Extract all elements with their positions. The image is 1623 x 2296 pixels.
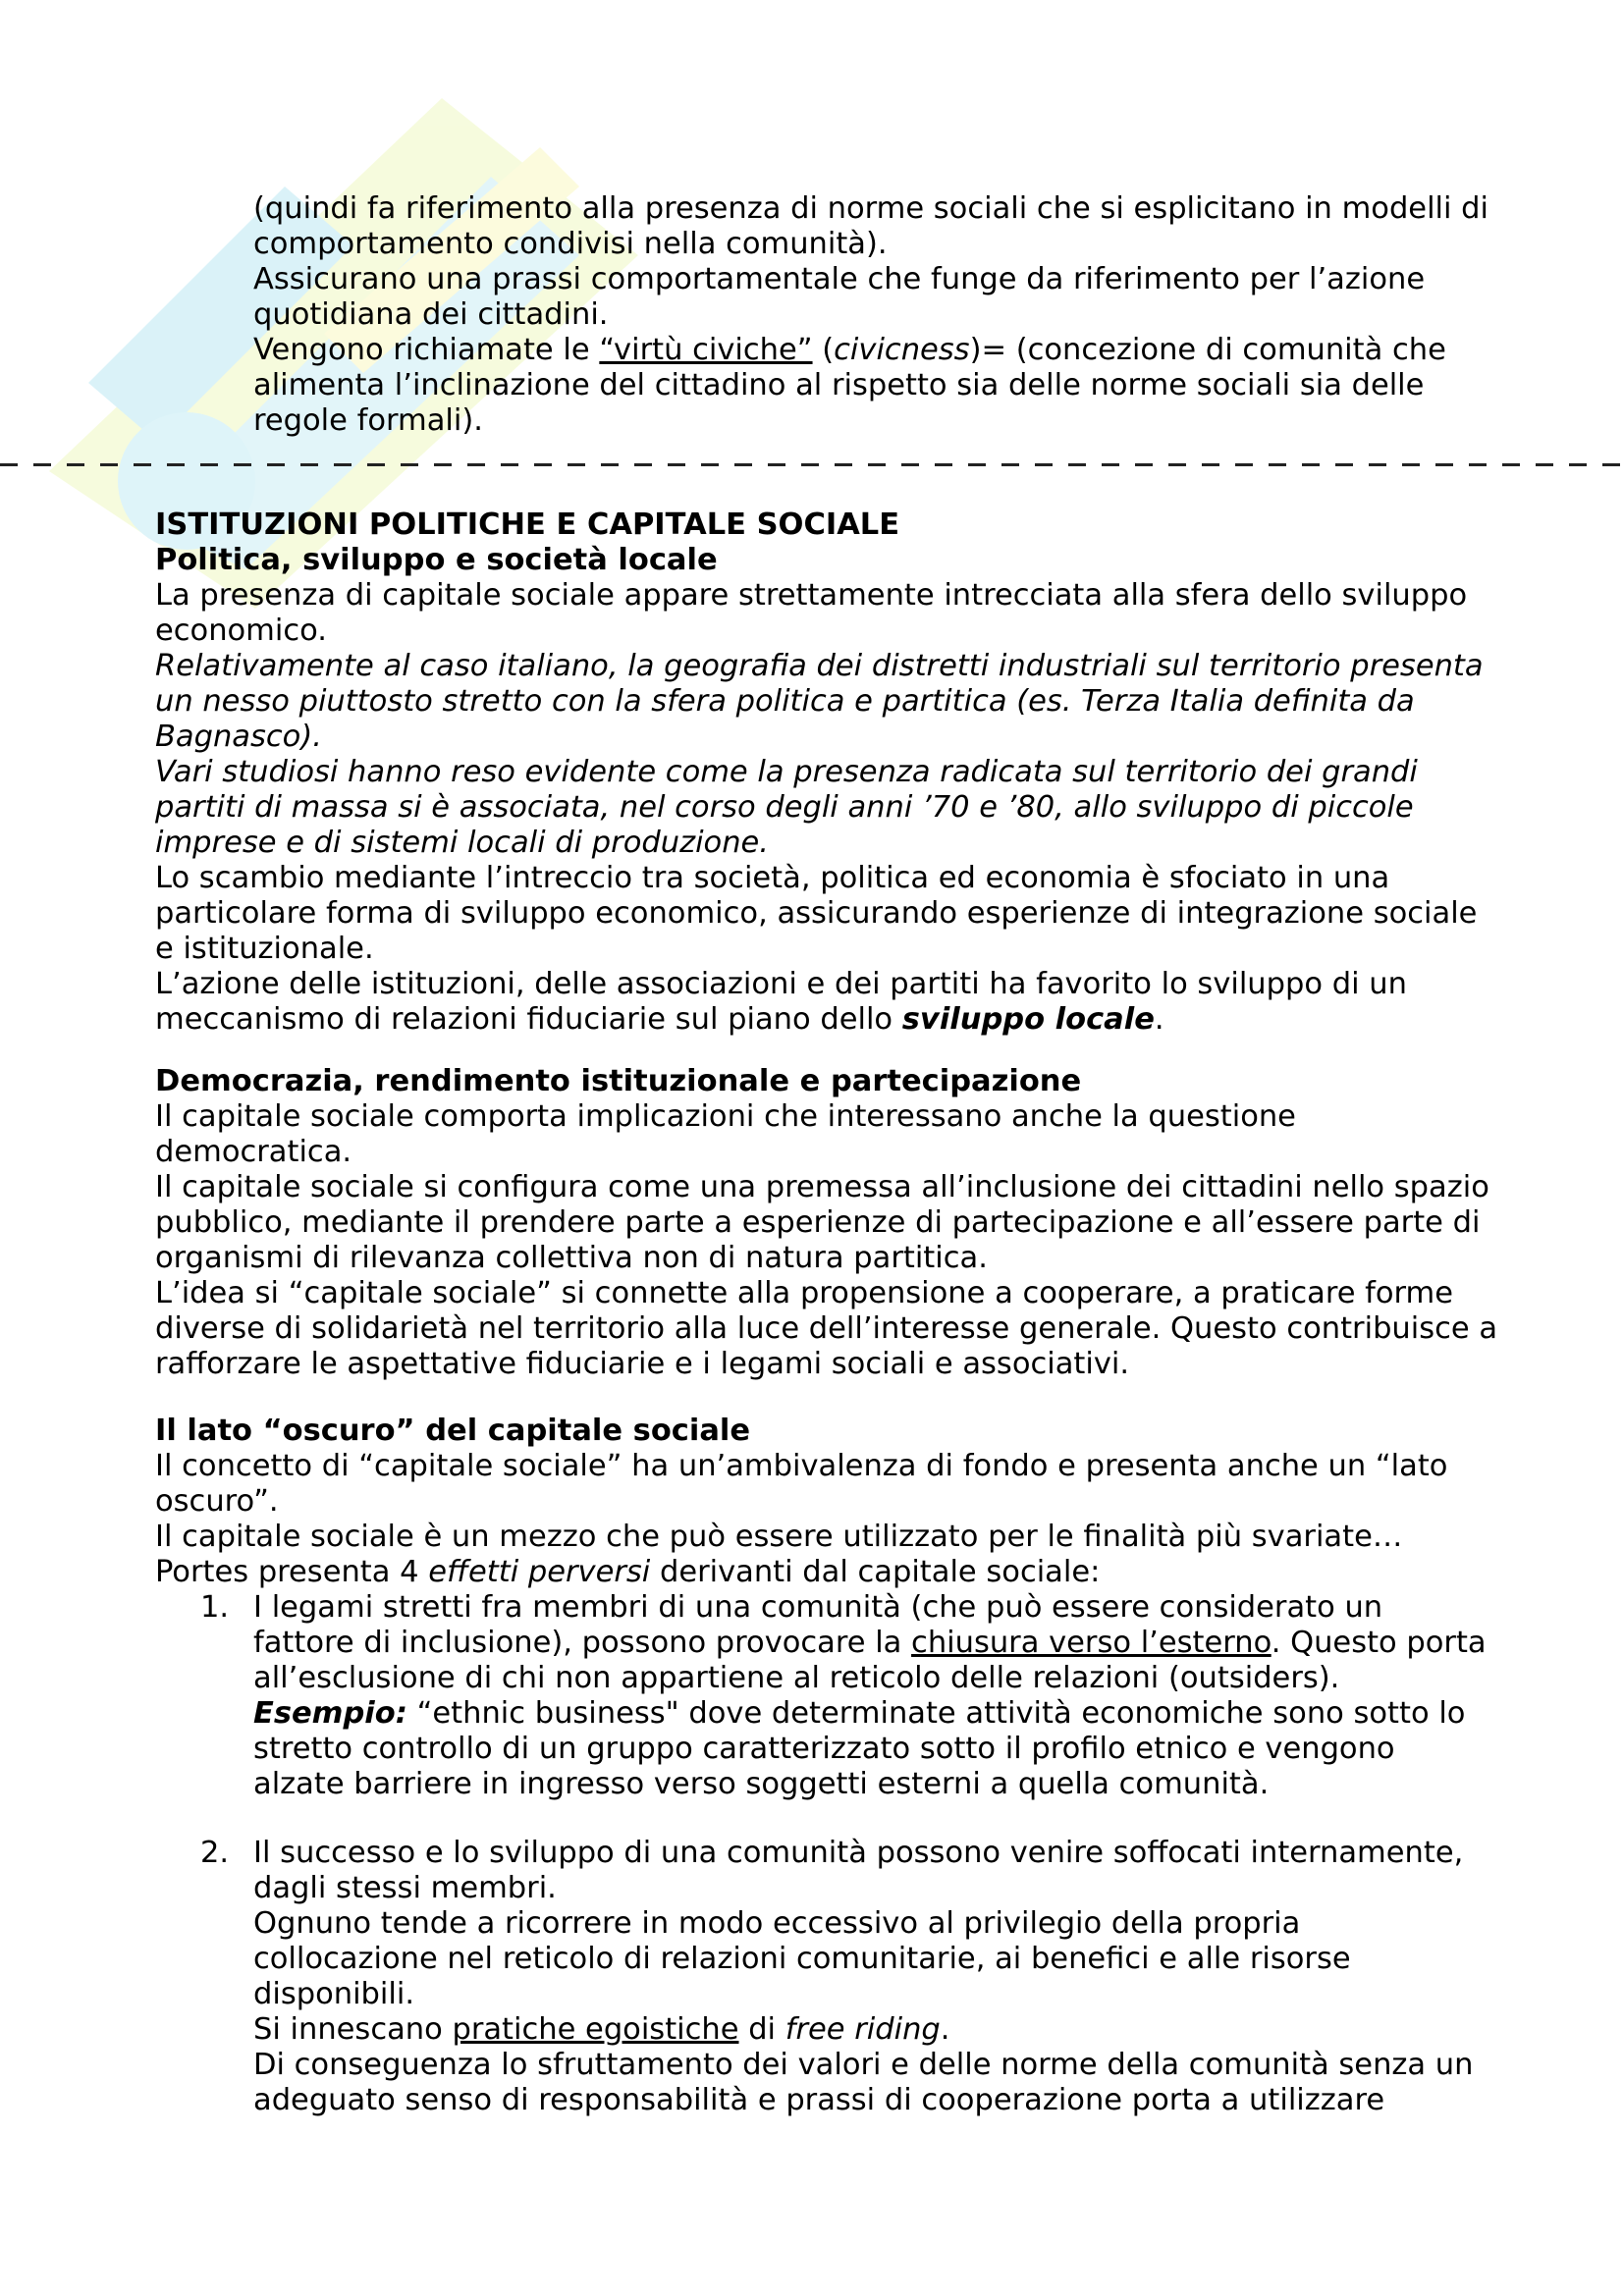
section1-p5-post: . <box>1154 1002 1164 1037</box>
list-item-1 <box>253 1590 1490 1802</box>
intro-line-3-paren: ( <box>812 333 835 367</box>
virtu-civiche-underlined: “virtù civiche” <box>599 333 813 367</box>
list-item-2-line-3-pre: Si innescano <box>253 2012 453 2047</box>
list-item-2-line-3 <box>253 2012 1490 2048</box>
section3-heading: Il lato “oscuro” del capitale sociale <box>155 1414 751 1448</box>
section3-paragraph-3 <box>155 1555 1500 1590</box>
section1-paragraph-2: Relativamente al caso italiano, la geografia dei distretti industriali sul territorio presenta un nesso piuttosto stretto con la sfera politica e partitica (es. Terza Italia definita da Bagnasco). <box>155 649 1484 754</box>
list-item-2-line-3-mid: di <box>738 2012 785 2047</box>
example-text: “ethnic business" dove determinate attività economiche sono sotto lo stretto controllo di un gruppo caratterizzato sotto il profilo etnico e vengono alzate barriere in ingresso verso soggetti esterni a quella comunità. <box>253 1696 1466 1801</box>
intro-line-1: (quindi fa riferimento alla presenza di norme sociali che si esplicitano in modelli di comportamento condivisi nella comunità). <box>253 191 1489 261</box>
list-item-1-pre: I legami stretti fra membri di una comunità (che può essere considerato un fattore di inclusione), possono provocare la <box>253 1590 1383 1660</box>
section3-p3-pre: Portes presenta 4 <box>155 1555 429 1589</box>
section2-paragraph-1: Il capitale sociale comporta implicazioni che interessano anche la questione democratica. <box>155 1099 1296 1169</box>
section1-heading: ISTITUZIONI POLITICHE E CAPITALE SOCIALE <box>155 507 900 542</box>
list-item-2-line-2: Ognuno tende a ricorrere in modo eccessivo al privilegio della propria collocazione nel reticolo di relazioni comunitarie, ai benefici e alle risorse disponibili. <box>253 1906 1351 2011</box>
section-divider <box>0 463 1623 466</box>
section2-heading: Democrazia, rendimento istituzionale e partecipazione <box>155 1064 1082 1098</box>
section1-subheading: Politica, sviluppo e società locale <box>155 543 718 577</box>
list-item-2-line-1: Il successo e lo sviluppo di una comunità possono venire soffocati internamente, dagli stessi membri. <box>253 1836 1464 1905</box>
section1-p5-pre: L’azione delle istituzioni, delle associazioni e dei partiti ha favorito lo sviluppo di un meccanismo di relazioni fiduciarie sul piano dello <box>155 967 1407 1037</box>
pratiche-egoistiche-underlined: pratiche egoistiche <box>452 2012 739 2047</box>
example-label: Esempio: <box>253 1696 407 1731</box>
list-item-1-text <box>253 1590 1490 1696</box>
section1-paragraph-3: Vari studiosi hanno reso evidente come la presenza radicata sul territorio dei grandi partiti di massa si è associata, nel corso degli anni ’70 e ’80, allo sviluppo di piccole imprese e di sistemi locali di produzione. <box>155 755 1418 860</box>
list-item-2-line-3-post: . <box>940 2012 950 2047</box>
section2-paragraph-2: Il capitale sociale si configura come una premessa all’inclusione dei cittadini nello spazio pubblico, mediante il prendere parte a esperienze di partecipazione e all’essere parte di organismi di rilevanza collettiva non di natura partitica. <box>155 1170 1489 1275</box>
free-riding-term: free riding <box>784 2012 941 2047</box>
effetti-perversi-term: effetti perversi <box>428 1555 651 1589</box>
section1-paragraph-5 <box>155 967 1500 1038</box>
list-item-1-example <box>253 1696 1490 1802</box>
civicness-term: civicness <box>834 333 970 367</box>
list-item-1-post: . Questo porta all’esclusione di chi non appartiene al reticolo delle relazioni (outsiders). <box>253 1626 1487 1695</box>
intro-line-2: Assicurano una prassi comportamentale che funge da riferimento per l’azione quotidiana dei cittadini. <box>253 262 1426 332</box>
section1-paragraph-4: Lo scambio mediante l’intreccio tra società, politica ed economia è sfociato in una particolare forma di sviluppo economico, assicurando esperienze di integrazione sociale e istituzionale. <box>155 861 1478 966</box>
intro-block <box>253 191 1490 439</box>
section3-paragraph-2: Il capitale sociale è un mezzo che può essere utilizzato per le finalità più svariate… <box>155 1520 1403 1554</box>
chiusura-esterno-underlined: chiusura verso l’esterno <box>911 1626 1271 1660</box>
intro-line-3 <box>253 333 1490 439</box>
section3-paragraph-1: Il concetto di “capitale sociale” ha un’ambivalenza di fondo e presenta anche un “lato oscuro”. <box>155 1449 1448 1519</box>
list-item-2 <box>253 1836 1490 2118</box>
section-lato-oscuro <box>155 1414 1500 1590</box>
section-istituzioni <box>155 507 1500 1038</box>
sviluppo-locale-term: sviluppo locale <box>901 1002 1155 1037</box>
intro-line-3-post: )= (concezione di comunità che alimenta l’inclinazione del cittadino al rispetto sia delle norme sociali sia delle regole formali). <box>253 333 1446 438</box>
section2-paragraph-3: L’idea si “capitale sociale” si connette alla propensione a cooperare, a praticare forme diverse di solidarietà nel territorio alla luce dell’interesse generale. Questo contribuisce a rafforzare le aspettative fiduciarie e i legami sociali e associativi. <box>155 1276 1498 1381</box>
list-item-2-line-4: Di conseguenza lo sfruttamento dei valori e delle norme della comunità senza un adeguato senso di responsabilità e prassi di cooperazione porta a utilizzare <box>253 2048 1474 2117</box>
section3-p3-post: derivanti dal capitale sociale: <box>650 1555 1101 1589</box>
section1-paragraph-1: La presenza di capitale sociale appare strettamente intrecciata alla sfera dello sviluppo economico. <box>155 578 1468 648</box>
intro-line-3-pre: Vengono richiamate le <box>253 333 600 367</box>
list-item-1-number: 1. <box>200 1590 230 1625</box>
list-item-2-number: 2. <box>200 1836 230 1870</box>
section-democrazia <box>155 1064 1500 1382</box>
